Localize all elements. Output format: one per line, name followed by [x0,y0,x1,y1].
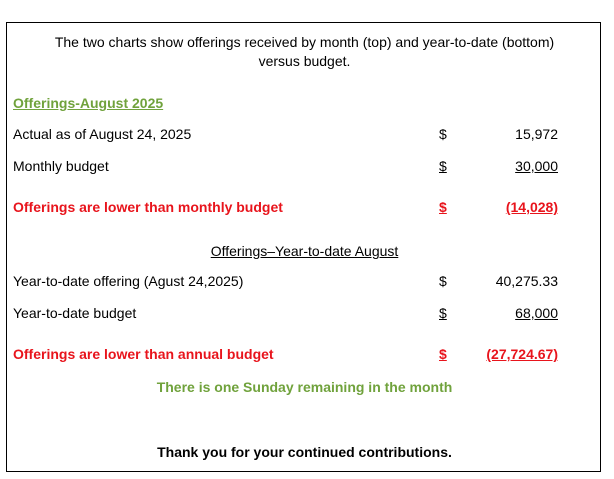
thank-you-note: Thank you for your continued contributions. [157,444,452,460]
intro-line-2: versus budget. [258,53,351,69]
offerings-report-box [6,22,601,472]
ytd-budget-row [7,305,602,325]
currency-symbol: $ [439,305,447,321]
monthly-heading: Offerings-August 2025 [13,95,164,111]
row-label: Offerings are lower than monthly budget [13,199,283,215]
row-label: Year-to-date budget [13,305,137,321]
row-label: Actual as of August 24, 2025 [13,126,192,142]
sunday-note: There is one Sunday remaining in the month [156,379,453,395]
currency-symbol: $ [439,346,447,362]
row-amount: 15,972 [515,126,558,142]
currency-symbol: $ [439,126,447,142]
row-amount: 40,275.33 [495,273,558,289]
row-amount: (14,028) [505,199,558,215]
ytd-heading: Offerings–Year-to-date August [210,243,399,259]
row-amount: 30,000 [515,158,558,174]
row-label: Offerings are lower than annual budget [13,346,274,362]
currency-symbol: $ [439,199,447,215]
monthly-budget-row [7,158,602,178]
row-label: Year-to-date offering (Agust 24,2025) [13,273,244,289]
ytd-actual-row [7,273,602,293]
monthly-shortfall-row [7,199,602,219]
ytd-shortfall-row [7,346,602,366]
intro-line-1: The two charts show offerings received by month (top) and year-to-date (bottom) [54,34,555,50]
intro-text [7,33,602,71]
currency-symbol: $ [439,273,447,289]
row-amount: (27,724.67) [486,346,558,362]
monthly-actual-row [7,126,602,146]
row-amount: 68,000 [515,305,558,321]
currency-symbol: $ [439,158,447,174]
row-label: Monthly budget [13,158,109,174]
